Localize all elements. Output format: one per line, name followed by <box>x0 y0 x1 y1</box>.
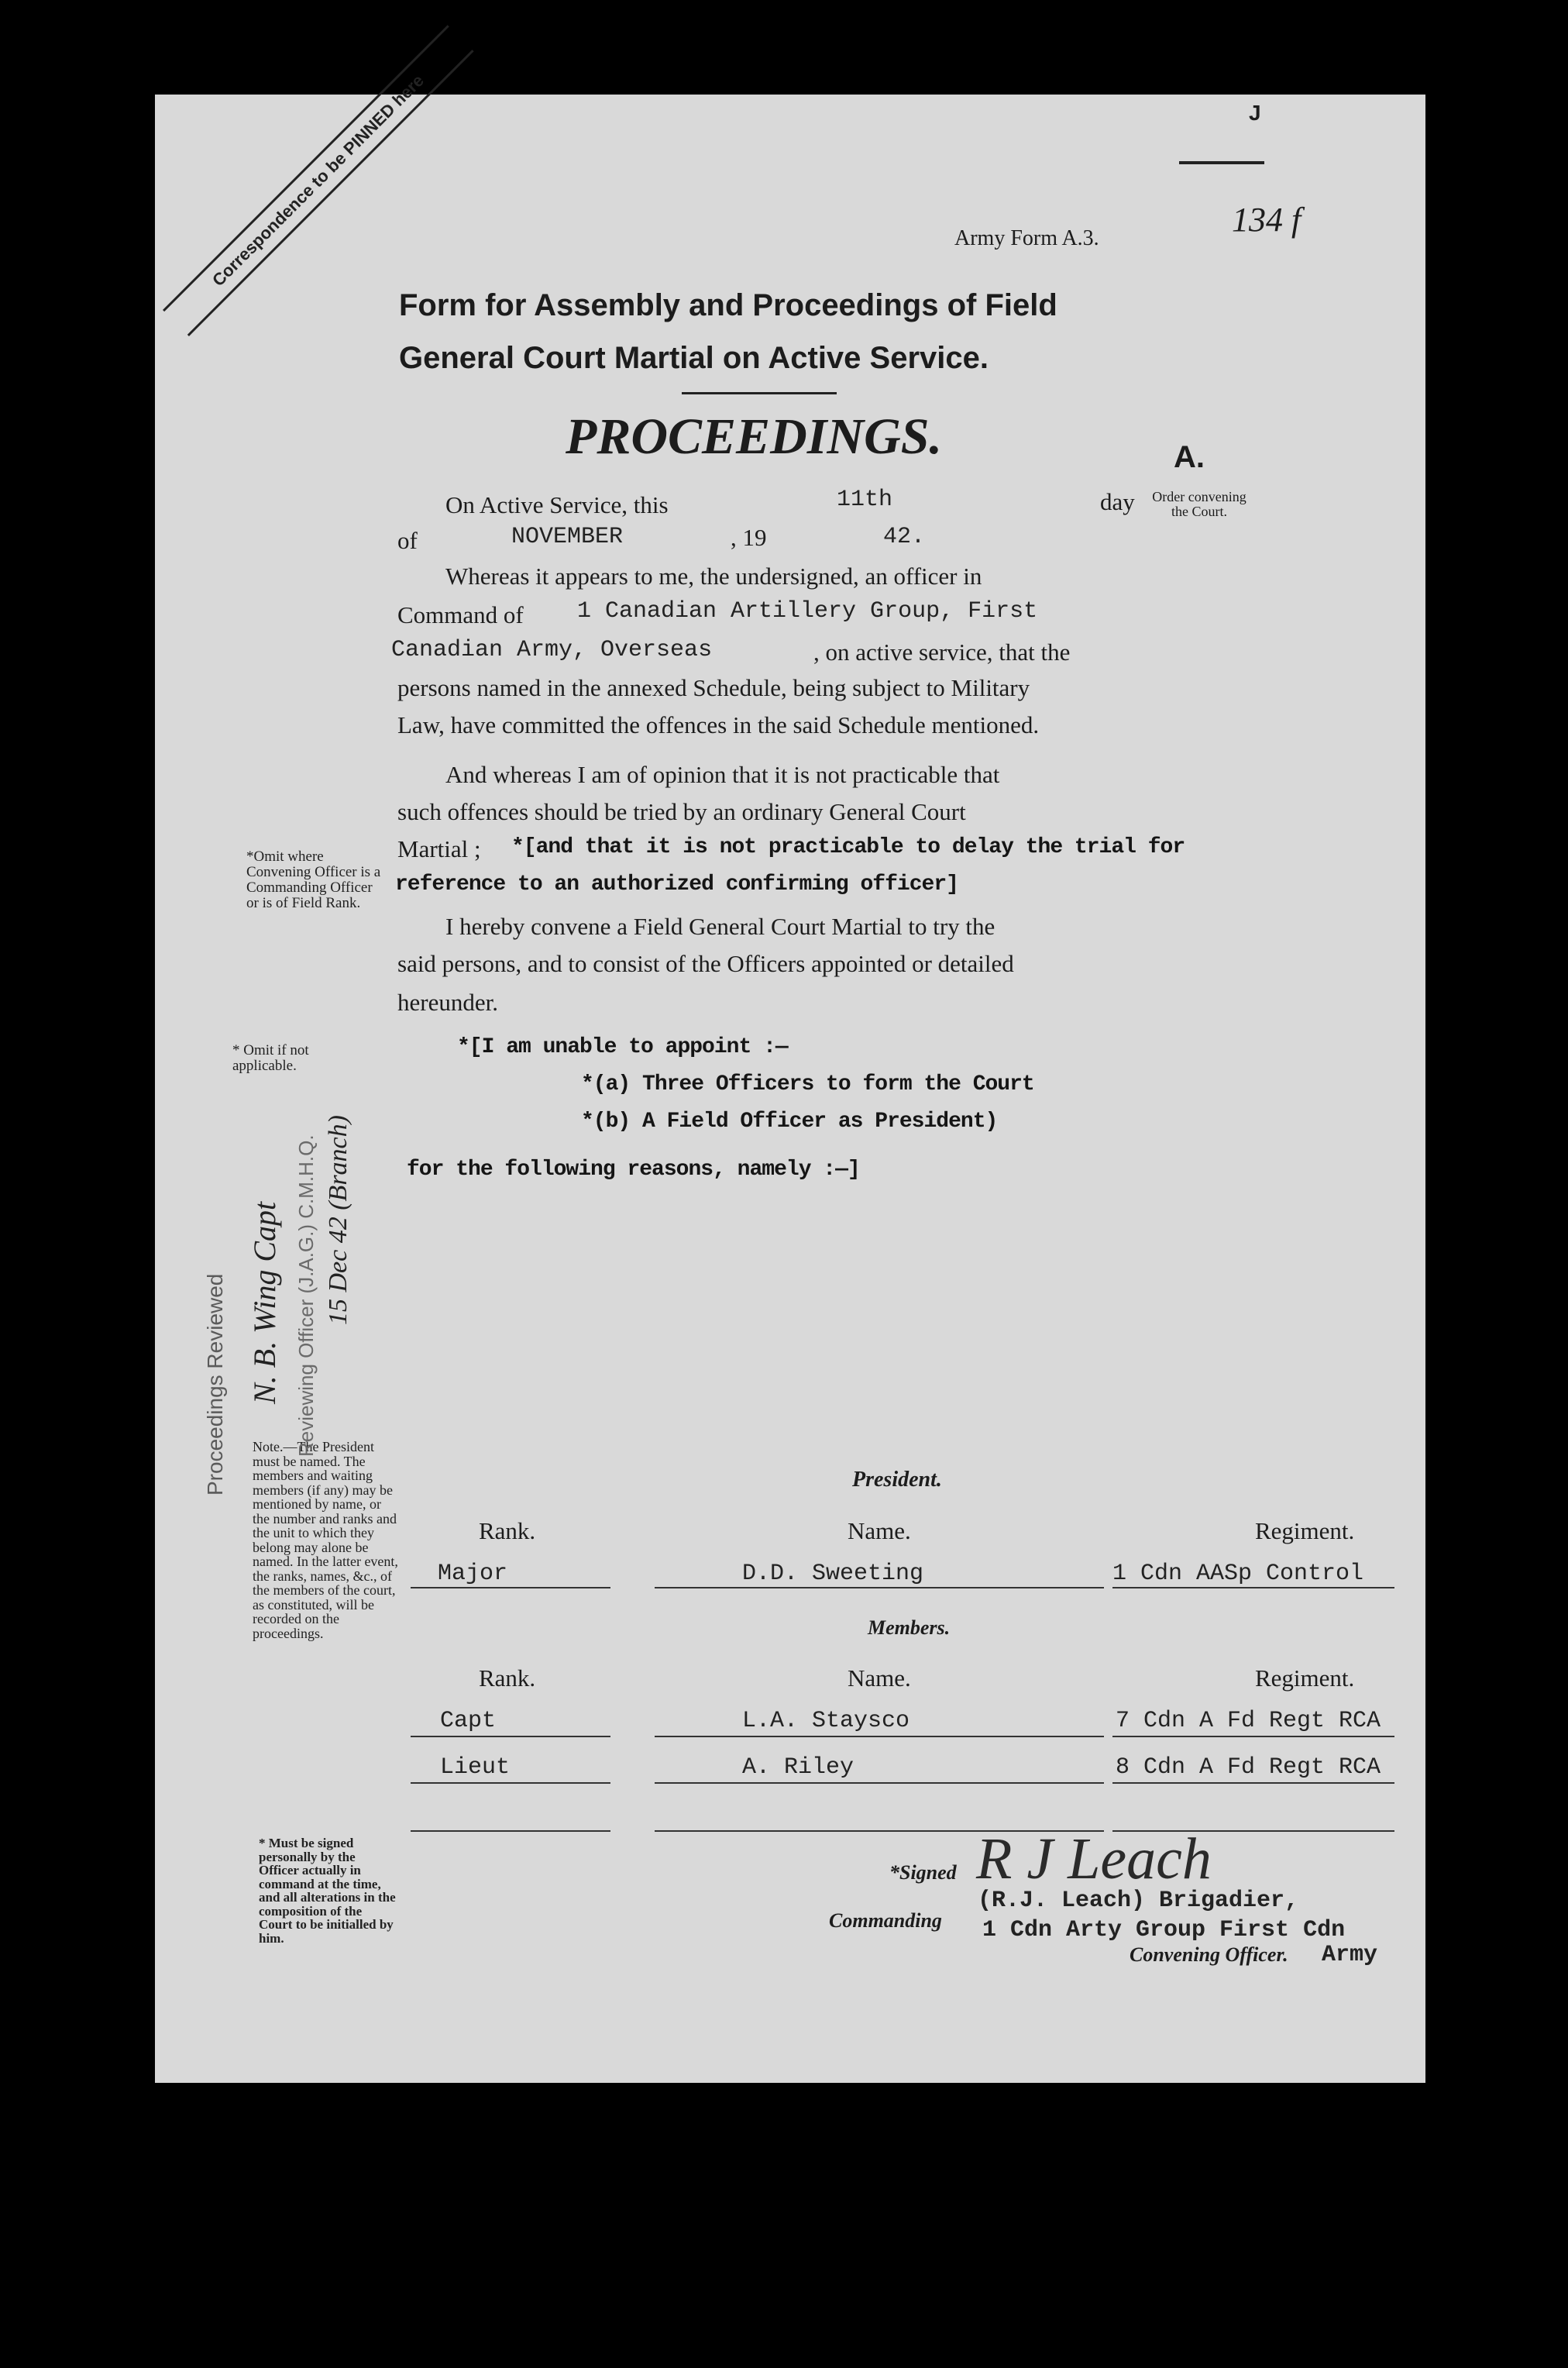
corner-rule <box>1179 161 1264 164</box>
para3-line3: hereunder. <box>397 989 498 1016</box>
date-year-suffix: 42. <box>883 524 926 550</box>
para1-unit-line2: Canadian Army, Overseas <box>391 637 713 663</box>
rank-rule <box>411 1782 610 1784</box>
margin-note-members: Note.—The President must be named. The members and waiting members (if any) may be mentioned by name, or the number and ranks and the unit to which they belong may alone be named. In the latter event, the ranks, names, &c., of the members of the court, as constituted, will be recorded on the proceedings. <box>253 1439 398 1641</box>
regiment-rule <box>1112 1736 1394 1737</box>
members-heading: Members. <box>868 1616 951 1639</box>
struck-text: *(a) Three Officers to form the Court <box>581 1072 1034 1096</box>
reviewer-handwritten-signature: N. B. Wing Capt <box>247 1201 282 1404</box>
para1-line4: persons named in the annexed Schedule, being subject to Military <box>397 674 1030 701</box>
para1-line1: Whereas it appears to me, the undersigned, an officer in <box>445 563 982 590</box>
rank-rule <box>411 1587 610 1588</box>
president-rank-header: Rank. <box>479 1517 536 1544</box>
para1-unit-line1: 1 Canadian Artillery Group, First <box>577 598 1038 625</box>
president-name: D.D. Sweeting <box>742 1561 924 1587</box>
name-rule <box>655 1736 1104 1737</box>
rank-rule <box>411 1736 610 1737</box>
regiment-rule <box>1112 1587 1394 1588</box>
member-name: A. Riley <box>742 1754 854 1781</box>
margin-note-not-applicable: * Omit if not applicable. <box>232 1042 309 1074</box>
para1-command-of: Command of <box>397 601 524 628</box>
corner-mark: J <box>1249 101 1261 125</box>
para1-line5: Law, have committed the offences in the said Schedule mentioned. <box>397 711 1040 738</box>
review-officer-stamp: Reviewing Officer (J.A.G.) C.M.H.Q. <box>294 1134 318 1457</box>
date-day: 11th <box>837 487 893 513</box>
date-month: NOVEMBER <box>511 524 624 550</box>
member-rank: Capt <box>440 1708 497 1734</box>
date-year-prefix: , 19 <box>731 524 767 551</box>
name-rule <box>655 1587 1104 1588</box>
form-number: Army Form A.3. <box>954 226 1099 250</box>
date-day-label: day <box>1100 488 1135 515</box>
para2-line2: such offences should be tried by an ordinary General Court <box>397 798 966 825</box>
title-rule <box>682 392 837 394</box>
section-note: Order convening the Court. <box>1152 489 1246 519</box>
signature-typed-line3: Army <box>1322 1942 1378 1968</box>
members-name-header: Name. <box>848 1664 911 1692</box>
para1-line3-rest: , on active service, that the <box>813 638 1071 666</box>
signature-typed-line2: 1 Cdn Arty Group First Cdn <box>982 1917 1346 1943</box>
form-title-line2: General Court Martial on Active Service. <box>399 341 989 375</box>
member-rank: Lieut <box>440 1754 511 1781</box>
president-name-header: Name. <box>848 1517 911 1544</box>
president-rank: Major <box>438 1561 508 1587</box>
signature-typed-line1: (R.J. Leach) Brigadier, <box>978 1888 1299 1914</box>
section-letter: A. <box>1174 440 1205 474</box>
handwritten-signature: R J Leach <box>976 1826 1212 1891</box>
member-name: L.A. Staysco <box>742 1708 910 1734</box>
para3-line1: I hereby convene a Field General Court Martial to try the <box>445 913 995 940</box>
signed-label: *Signed <box>889 1861 957 1884</box>
struck-text: *[I am unable to appoint :— <box>457 1035 788 1059</box>
handwritten-number: 134 f <box>1232 201 1302 239</box>
members-regiment-header: Regiment. <box>1255 1664 1355 1692</box>
rank-rule <box>411 1830 610 1832</box>
struck-text: *[and that it is not practicable to delay the trial for <box>511 835 1185 859</box>
struck-text: reference to an authorized confirming officer] <box>395 873 958 897</box>
proceedings-heading: PROCEEDINGS. <box>566 408 942 465</box>
member-regiment: 8 Cdn A Fd Regt RCA <box>1116 1754 1381 1781</box>
form-title-line1: Form for Assembly and Proceedings of Field <box>399 288 1057 322</box>
review-stamp: Proceedings Reviewed <box>203 1273 227 1495</box>
president-heading: President. <box>852 1468 942 1492</box>
date-of: of <box>397 527 418 554</box>
member-regiment: 7 Cdn A Fd Regt RCA <box>1116 1708 1381 1734</box>
pinned-here-banner: Correspondence to be PINNED here <box>163 25 474 336</box>
president-regiment-header: Regiment. <box>1255 1517 1355 1544</box>
president-regiment: 1 Cdn AASp Control <box>1112 1561 1364 1587</box>
para2-line3-start: Martial ; <box>397 835 481 862</box>
struck-text: for the following reasons, namely :—] <box>407 1158 860 1182</box>
para3-line2: said persons, and to consist of the Officers appointed or detailed <box>397 950 1014 977</box>
regiment-rule <box>1112 1782 1394 1784</box>
margin-note-field-rank: *Omit where Convening Officer is a Commanding Officer or is of Field Rank. <box>246 848 381 911</box>
convening-officer-label: Convening Officer. <box>1130 1943 1288 1966</box>
struck-text: *(b) A Field Officer as President) <box>581 1110 998 1134</box>
members-rank-header: Rank. <box>479 1664 536 1692</box>
date-lead: On Active Service, this <box>445 491 669 518</box>
para2-line1: And whereas I am of opinion that it is not practicable that <box>445 761 1000 788</box>
commanding-label: Commanding <box>829 1909 942 1932</box>
reviewer-handwritten-date: 15 Dec 42 (Branch) <box>324 1115 352 1325</box>
name-rule <box>655 1782 1104 1784</box>
margin-note-signature: * Must be signed personally by the Officer actually in command at the time, and all alterations in the composition of the Court to be initialled by him. <box>259 1836 396 1946</box>
